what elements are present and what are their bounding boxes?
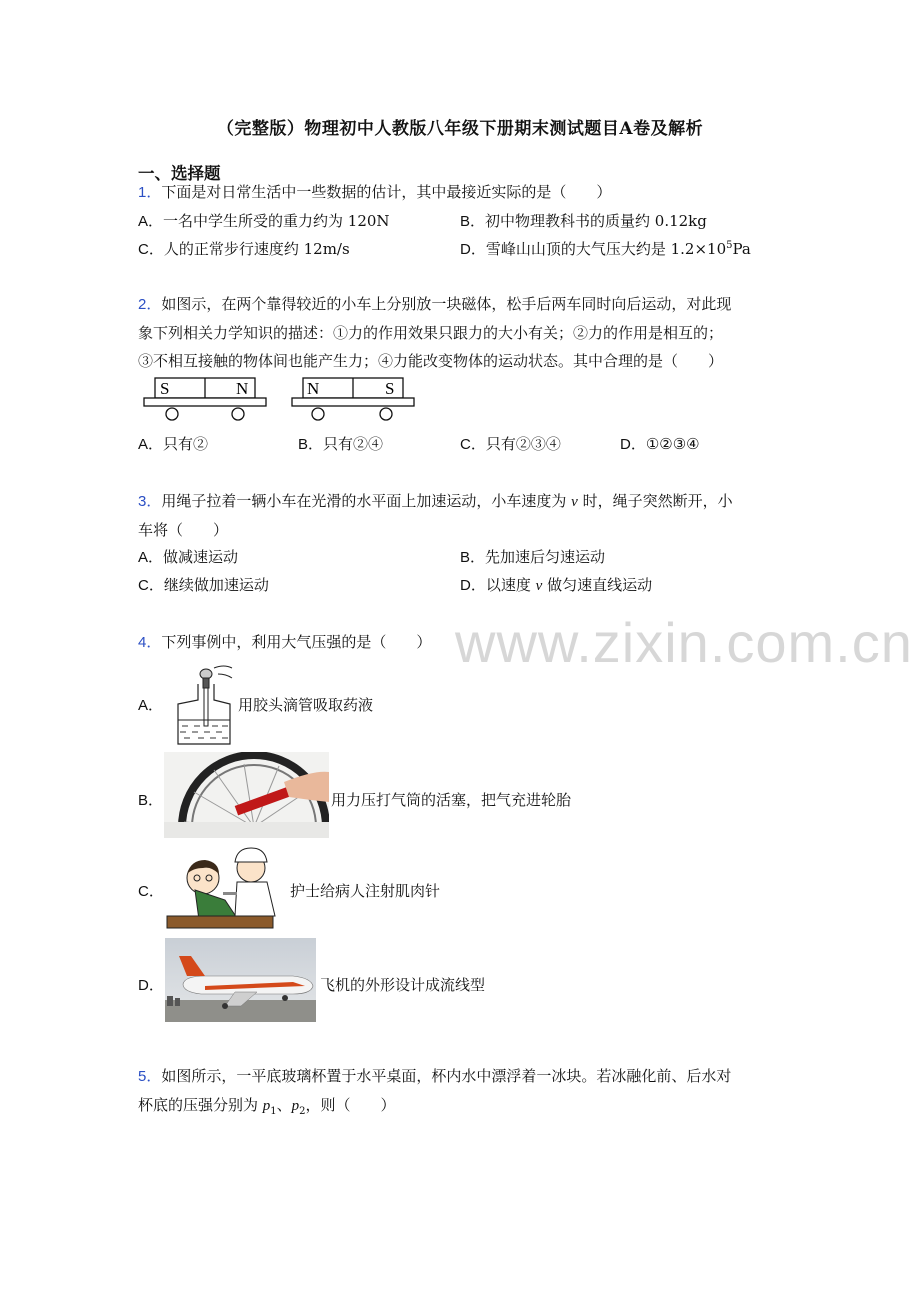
question-number: 1． <box>138 184 162 201</box>
magnet-carts-figure <box>140 372 420 424</box>
q2-option-c[interactable]: C．只有②③④ <box>460 435 561 453</box>
question-number: 4． <box>138 634 162 651</box>
q4-option-c-text: 护士给病人注射肌肉针 <box>290 882 441 900</box>
question-2: 2．如图示，在两个靠得较近的小车上分别放一块磁体，松手后两车同时向后运动，对此现 象下列相关力学知识的描述：①力的作用效果只跟力的大小有关；②力的作用是相互的； ③不相互接触的物体间也能产生力；④力能改变物体的运动状态。其中合理的是（ ） <box>138 295 732 370</box>
magnet2-left-pole: N <box>307 379 320 398</box>
q1-option-a[interactable]: A．一名中学生所受的重力约为 120N <box>138 212 390 230</box>
q4-option-b-text: 用力压打气筒的活塞，把气充进轮胎 <box>331 791 572 809</box>
page-title: （完整版）物理初中人教版八年级下册期末测试题目A卷及解析 <box>216 119 704 139</box>
question-5: 5．如图所示，一平底玻璃杯置于水平桌面，杯内水中漂浮着一冰块。若冰融化前、后水对 杯底的压强分别为 $p_1$、$p_2$，则（ ） <box>138 1067 732 1117</box>
question-number: 3． <box>138 493 162 510</box>
question-3: 3．用绳子拉着一辆小车在光滑的水平面上加速运动，小车速度为 v 时，绳子突然断开，小 车将（ ） <box>138 492 733 539</box>
question-text: 下面是对日常生活中一些数据的估计，其中最接近实际的是（ ） <box>161 183 612 201</box>
magnet1-left-pole: S <box>160 379 170 398</box>
nurse-injection-cartoon <box>165 846 287 930</box>
q3-option-d[interactable]: D．以速度 v 做匀速直线运动 <box>460 576 653 594</box>
q3-option-a[interactable]: A．做减速运动 <box>138 548 239 566</box>
question-1 <box>138 178 788 207</box>
q3-option-b[interactable]: B．先加速后匀速运动 <box>460 548 606 566</box>
q2-option-a[interactable]: A．只有② <box>138 435 209 453</box>
question-number: 2． <box>138 296 162 313</box>
magnet1-right-pole: N <box>236 379 249 398</box>
q4-option-a-label[interactable]: A． <box>138 697 164 714</box>
q4-option-a-text: 用胶头滴管吸取药液 <box>238 696 374 714</box>
magnet2-right-pole: S <box>385 379 395 398</box>
q1-option-c[interactable]: C．人的正常步行速度约 12m/s <box>138 240 350 258</box>
question-4: 4．下列事例中，利用大气压强的是（ ） <box>138 633 432 651</box>
question-number: 5． <box>138 1068 162 1085</box>
dropper-bottle-illustration <box>168 660 238 746</box>
q1-option-b[interactable]: B．初中物理教科书的质量约 0.12kg <box>460 212 707 230</box>
section-heading: 一、选择题 <box>138 164 221 183</box>
q2-option-d[interactable]: D．①②③④ <box>620 435 700 453</box>
q4-option-d-text: 飞机的外形设计成流线型 <box>320 976 486 994</box>
q4-option-b-label[interactable]: B． <box>138 792 164 809</box>
q4-option-c-label[interactable]: C． <box>138 883 164 900</box>
q1-option-d[interactable]: D．雪峰山山顶的大气压大约是 $1.2\times 10^5Pa$ <box>460 240 751 258</box>
bicycle-pump-photo <box>164 752 329 838</box>
q2-option-b[interactable]: B．只有②④ <box>298 435 384 453</box>
q3-option-c[interactable]: C．继续做加速运动 <box>138 576 269 594</box>
q4-option-d-label[interactable]: D． <box>138 977 164 994</box>
airplane-photo <box>165 938 316 1022</box>
watermark: www.zixin.com.cn <box>455 611 913 674</box>
